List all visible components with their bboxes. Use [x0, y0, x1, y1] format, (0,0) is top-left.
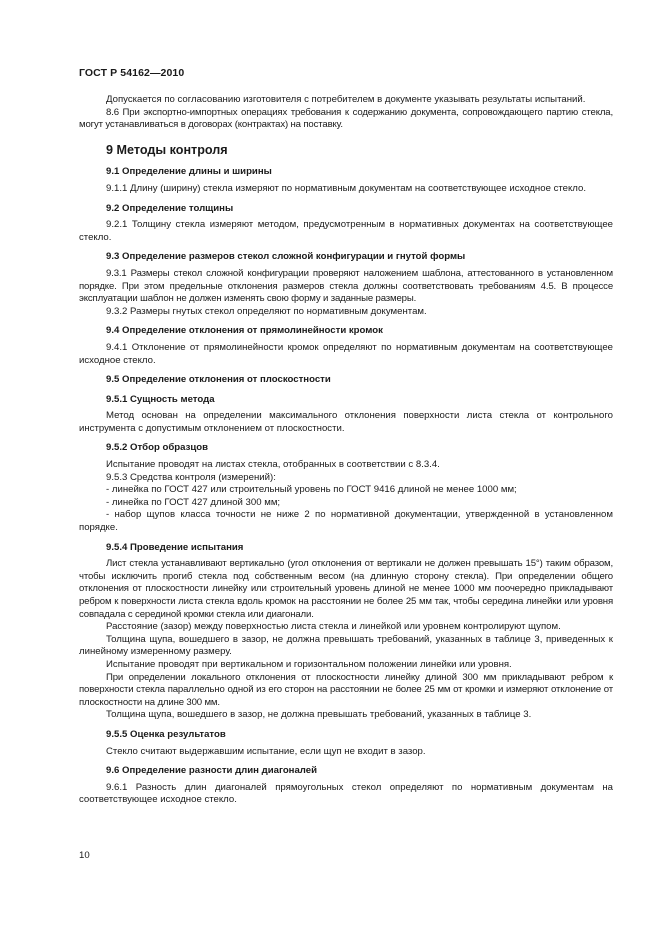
- paragraph-9-3-1: 9.3.1 Размеры стекол сложной конфигурации проверяют наложением шаблона, аттестованного в установленном порядке. При этом предельные отклонения размеров стекла должны соответствовать требованиям 4.5. В процессе эксплуатации шаблон не должен изменять свою форму и заданные размеры.: [79, 267, 613, 305]
- paragraph-9-5-3: 9.5.3 Средства контроля (измерений):: [106, 471, 276, 483]
- subsection-heading-9-3: 9.3 Определение размеров стекол сложной конфигурации и гнутой формы: [106, 251, 466, 263]
- paragraph-8-6: 8.6 При экспортно-импортных операциях требования к содержанию документа, сопровождающего партию стекла, могут устанавливаться в договорах (контрактах) на поставку.: [79, 106, 613, 131]
- paragraph-9-5-4-d: Испытание проводят при вертикальном и горизонтальном положении линейки или уровня.: [106, 658, 512, 670]
- subsection-heading-9-6: 9.6 Определение разности длин диагоналей: [106, 765, 318, 777]
- subsection-heading-9-5: 9.5 Определение отклонения от плоскостности: [106, 374, 331, 386]
- subsection-heading-9-5-1: 9.5.1 Сущность метода: [106, 393, 215, 405]
- section-heading-9: 9 Методы контроля: [106, 142, 228, 157]
- paragraph-9-5-4-c: Толщина щупа, вошедшего в зазор, не должна превышать требований, указанных в таблице 3, приведенных к линейному измеренному размеру.: [79, 633, 613, 658]
- paragraph-9-2-1: 9.2.1 Толщину стекла измеряют методом, предусмотренным в нормативных документах на соответствующее стекло.: [79, 219, 613, 243]
- paragraph-9-4-1: 9.4.1 Отклонение от прямолинейности кромок определяют по нормативным документам на соответствующее исходное стекло.: [79, 341, 613, 366]
- paragraph-9-1-1: 9.1.1 Длину (ширину) стекла измеряют по нормативным документам на соответствующее исходное стекло.: [106, 182, 587, 194]
- paragraph: Допускается по согласованию изготовителя с потребителем в документе указывать результаты испытаний.: [106, 94, 586, 105]
- subsection-heading-9-1: 9.1 Определение длины и ширины: [106, 166, 272, 178]
- subsection-heading-9-5-5: 9.5.5 Оценка результатов: [106, 728, 226, 740]
- list-item: - набор щупов класса точности не ниже 2 по нормативной документации, утвержденной в установленном порядке.: [79, 509, 613, 534]
- subsection-heading-9-4: 9.4 Определение отклонения от прямолинейности кромок: [106, 325, 383, 337]
- subsection-heading-9-2: 9.2 Определение толщины: [106, 202, 234, 214]
- subsection-heading-9-5-4: 9.5.4 Проведение испытания: [106, 541, 244, 553]
- paragraph-9-5-1: Метод основан на определении максимального отклонения поверхности листа стекла от контрольного инструмента с допустимым отклонением от плоскостности.: [79, 410, 613, 434]
- paragraph-9-5-4-b: Расстояние (зазор) между поверхностью листа стекла и линейкой или уровнем контролируют щупом.: [106, 621, 561, 633]
- paragraph-9-5-2: Испытание проводят на листах стекла, отобранных в соответствии с 8.3.4.: [106, 459, 440, 471]
- page-number: 10: [79, 850, 90, 861]
- list-item: - линейка по ГОСТ 427 или строительный уровень по ГОСТ 9416 длиной не менее 1000 мм;: [106, 484, 517, 496]
- list-item: - линейка по ГОСТ 427 длиной 300 мм;: [106, 496, 281, 508]
- document-header: ГОСТ Р 54162—2010: [79, 67, 185, 79]
- paragraph-9-5-4-e: При определении локального отклонения от плоскостности линейку длиной 300 мм прикладывают ребром к поверхности стекла параллельно одной из его сторон на расстоянии не более 25 мм от кромки и измеряют отклонение от плоскостности на длине 300 мм.: [79, 671, 613, 708]
- paragraph-9-3-2: 9.3.2 Размеры гнутых стекол определяют по нормативным документам.: [106, 305, 427, 317]
- paragraph-9-5-5: Стекло считают выдержавшим испытание, если щуп не входит в зазор.: [106, 745, 426, 757]
- paragraph-9-6-1: 9.6.1 Разность длин диагоналей прямоугольных стекол определяют по нормативным документам на соответствующее исходное стекло.: [79, 781, 613, 806]
- document-body: [79, 94, 613, 807]
- subsection-heading-9-5-2: 9.5.2 Отбор образцов: [106, 442, 208, 454]
- paragraph-9-5-4-a: Лист стекла устанавливают вертикально (угол отклонения от вертикали не должен превышать 15°) таким образом, чтобы исключить прогиб стекла под собственным весом (на длинную сторону стекла). При определении общего отклонения от плоскостности линейку или строительный уровень длиной не менее 1000 мм поочередно прикладывают ребром к поверхности листа стекла вдоль кромок на расстоянии не более 25 мм так, чтобы середина линейки или уровня совпадала с серединой кромки стекла или диагонали.: [79, 558, 613, 620]
- paragraph-9-5-4-f: Толщина щупа, вошедшего в зазор, не должна превышать требований, указанных в таблице 3.: [106, 709, 532, 721]
